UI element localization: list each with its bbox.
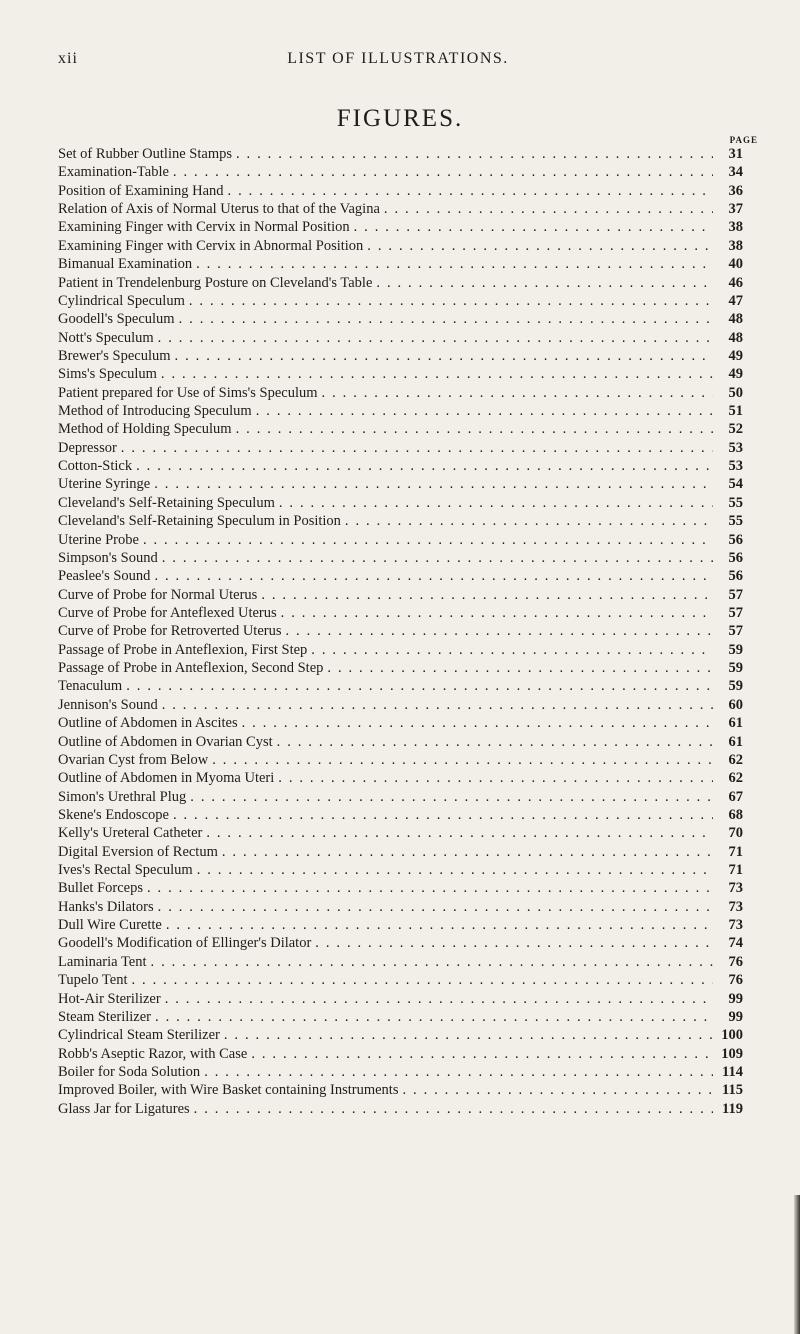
page-number: 55 bbox=[728, 494, 743, 511]
list-item bbox=[58, 475, 743, 493]
page-header bbox=[58, 50, 738, 74]
figure-title: Uterine Probe bbox=[58, 531, 139, 548]
dot-leader bbox=[236, 420, 713, 438]
figure-title: Cotton-Stick bbox=[58, 458, 133, 475]
list-item bbox=[58, 384, 743, 402]
figure-title: Set of Rubber Outline Stamps bbox=[58, 146, 232, 162]
page-column-label: PAGE bbox=[729, 135, 758, 145]
figure-title: Hot-Air Sterilizer bbox=[58, 990, 161, 1007]
page-number: 73 bbox=[728, 898, 743, 915]
list-item bbox=[58, 843, 743, 861]
list-item bbox=[58, 1008, 743, 1026]
list-item bbox=[58, 879, 743, 897]
page-number: 59 bbox=[728, 678, 743, 695]
dot-leader bbox=[154, 567, 713, 585]
list-item bbox=[58, 347, 743, 365]
list-item bbox=[58, 824, 743, 842]
page-number: 100 bbox=[721, 1027, 743, 1044]
page-number: 57 bbox=[728, 623, 743, 640]
figure-title: Skene's Endoscope bbox=[58, 806, 169, 823]
figure-title: Patient prepared for Use of Sims's Speculum bbox=[58, 384, 318, 401]
dot-leader bbox=[278, 769, 713, 787]
dot-leader bbox=[136, 457, 713, 475]
figure-title: Examination-Table bbox=[58, 164, 169, 181]
list-item bbox=[58, 549, 743, 567]
figure-title: Jennison's Sound bbox=[58, 696, 158, 713]
page-number: 68 bbox=[728, 806, 743, 823]
list-item bbox=[58, 163, 743, 181]
dot-leader bbox=[222, 843, 713, 861]
figure-title: Laminaria Tent bbox=[58, 953, 147, 970]
list-item bbox=[58, 733, 743, 751]
page-number: 49 bbox=[728, 347, 743, 364]
page-number: 115 bbox=[722, 1082, 743, 1099]
dot-leader bbox=[242, 714, 713, 732]
page-number: 56 bbox=[728, 568, 743, 585]
page-number: 62 bbox=[728, 751, 743, 768]
dot-leader bbox=[354, 218, 713, 236]
figure-title: Simon's Urethral Plug bbox=[58, 788, 187, 805]
dot-leader bbox=[277, 733, 713, 751]
figure-title: Boiler for Soda Solution bbox=[58, 1063, 201, 1080]
dot-leader bbox=[279, 494, 713, 512]
list-item bbox=[58, 788, 743, 806]
list-item bbox=[58, 1081, 743, 1099]
page-number: 61 bbox=[728, 715, 743, 732]
list-item bbox=[58, 696, 743, 714]
dot-leader bbox=[194, 1100, 713, 1118]
figure-title: Brewer's Speculum bbox=[58, 347, 171, 364]
list-item bbox=[58, 751, 743, 769]
list-item bbox=[58, 402, 743, 420]
dot-leader bbox=[179, 310, 713, 328]
page-number: 46 bbox=[728, 274, 743, 291]
page-number: 73 bbox=[728, 917, 743, 934]
page-number: 71 bbox=[728, 843, 743, 860]
list-item bbox=[58, 145, 743, 163]
page-number: 60 bbox=[728, 696, 743, 713]
list-item bbox=[58, 255, 743, 273]
section-title: FIGURES. bbox=[336, 105, 464, 132]
list-item bbox=[58, 218, 743, 236]
figure-title: Sims's Speculum bbox=[58, 366, 157, 383]
figure-title: Robb's Aseptic Razor, with Case bbox=[58, 1045, 248, 1062]
list-item bbox=[58, 714, 743, 732]
dot-leader bbox=[143, 531, 713, 549]
figure-title: Bimanual Examination bbox=[58, 256, 193, 273]
figure-title: Tenaculum bbox=[58, 678, 123, 695]
list-item bbox=[58, 1026, 743, 1044]
figure-title: Kelly's Ureteral Catheter bbox=[58, 825, 203, 842]
page-number: 56 bbox=[728, 531, 743, 548]
figure-title: Goodell's Speculum bbox=[58, 311, 175, 328]
list-item bbox=[58, 990, 743, 1008]
page-number: 49 bbox=[728, 366, 743, 383]
figure-title: Dull Wire Curette bbox=[58, 917, 162, 934]
list-item bbox=[58, 916, 743, 934]
dot-leader bbox=[281, 604, 713, 622]
list-item bbox=[58, 677, 743, 695]
page-number: 70 bbox=[728, 825, 743, 842]
figure-title: Method of Holding Speculum bbox=[58, 421, 232, 438]
figure-title: Outline of Abdomen in Ascites bbox=[58, 715, 238, 732]
page-number: 55 bbox=[728, 513, 743, 530]
dot-leader bbox=[251, 1045, 713, 1063]
page-edge-shadow bbox=[794, 1195, 800, 1334]
page-number: 99 bbox=[728, 1008, 743, 1025]
dot-leader bbox=[315, 934, 713, 952]
figure-title: Cylindrical Speculum bbox=[58, 292, 185, 309]
page-number: 50 bbox=[728, 384, 743, 401]
dot-leader bbox=[161, 365, 713, 383]
page-number: 74 bbox=[728, 935, 743, 952]
list-item bbox=[58, 861, 743, 879]
dot-leader bbox=[154, 475, 713, 493]
page-number: 47 bbox=[728, 292, 743, 309]
page-folio: xii bbox=[58, 50, 78, 67]
dot-leader bbox=[121, 439, 713, 457]
list-item bbox=[58, 1063, 743, 1081]
dot-leader bbox=[173, 806, 713, 824]
dot-leader bbox=[173, 163, 713, 181]
figure-title: Simpson's Sound bbox=[58, 549, 158, 566]
dot-leader bbox=[162, 696, 713, 714]
dot-leader bbox=[261, 586, 713, 604]
list-item bbox=[58, 420, 743, 438]
list-item bbox=[58, 200, 743, 218]
page-number: 71 bbox=[728, 862, 743, 879]
dot-leader bbox=[189, 292, 713, 310]
page-number: 37 bbox=[728, 201, 743, 218]
list-item bbox=[58, 641, 743, 659]
figure-title: Position of Examining Hand bbox=[58, 182, 224, 199]
dot-leader bbox=[175, 347, 713, 365]
dot-leader bbox=[236, 145, 713, 163]
figure-title: Cylindrical Steam Sterilizer bbox=[58, 1027, 220, 1044]
page-number: 52 bbox=[728, 421, 743, 438]
list-item bbox=[58, 1100, 743, 1118]
running-head: LIST OF ILLUSTRATIONS. bbox=[287, 50, 509, 67]
figure-title: Goodell's Modification of Ellinger's Dilator bbox=[58, 935, 312, 952]
list-item bbox=[58, 531, 743, 549]
page-number: 67 bbox=[728, 788, 743, 805]
page-number: 56 bbox=[728, 549, 743, 566]
figure-title: Examining Finger with Cervix in Normal Position bbox=[58, 219, 350, 236]
list-item bbox=[58, 274, 743, 292]
list-item bbox=[58, 1045, 743, 1063]
list-item bbox=[58, 953, 743, 971]
figure-title: Cleveland's Self-Retaining Speculum in Position bbox=[58, 513, 341, 530]
dot-leader bbox=[285, 622, 713, 640]
dot-leader bbox=[162, 549, 713, 567]
page-number: 31 bbox=[728, 146, 743, 162]
figure-title: Passage of Probe in Anteflexion, First Step bbox=[58, 641, 308, 658]
page-number: 73 bbox=[728, 880, 743, 897]
page-number: 48 bbox=[728, 329, 743, 346]
figure-title: Nott's Speculum bbox=[58, 329, 154, 346]
list-item bbox=[58, 182, 743, 200]
list-item bbox=[58, 898, 743, 916]
list-item bbox=[58, 806, 743, 824]
page-number: 62 bbox=[728, 770, 743, 787]
figure-title: Curve of Probe for Anteflexed Uterus bbox=[58, 604, 277, 621]
dot-leader bbox=[311, 641, 713, 659]
figure-title: Steam Sterilizer bbox=[58, 1008, 152, 1025]
page-number: 76 bbox=[728, 972, 743, 989]
page-number: 57 bbox=[728, 604, 743, 621]
page-number: 40 bbox=[728, 256, 743, 273]
list-item bbox=[58, 457, 743, 475]
dot-leader bbox=[228, 182, 713, 200]
figure-title: Outline of Abdomen in Myoma Uteri bbox=[58, 770, 275, 787]
page-number: 53 bbox=[728, 458, 743, 475]
figure-title: Patient in Trendelenburg Posture on Cleveland's Table bbox=[58, 274, 373, 291]
page-number: 36 bbox=[728, 182, 743, 199]
dot-leader bbox=[256, 402, 713, 420]
dot-leader bbox=[224, 1026, 713, 1044]
dot-leader bbox=[190, 788, 713, 806]
page-number: 59 bbox=[728, 660, 743, 677]
dot-leader bbox=[367, 237, 713, 255]
figures-list bbox=[58, 145, 743, 1118]
list-item bbox=[58, 512, 743, 530]
page-number: 114 bbox=[722, 1063, 743, 1080]
figure-title: Cleveland's Self-Retaining Speculum bbox=[58, 494, 275, 511]
figure-title: Peaslee's Sound bbox=[58, 568, 151, 585]
page-number: 76 bbox=[728, 953, 743, 970]
page-number: 61 bbox=[728, 733, 743, 750]
page-number: 109 bbox=[721, 1045, 743, 1062]
figure-title: Depressor bbox=[58, 439, 117, 456]
figure-title: Bullet Forceps bbox=[58, 880, 143, 897]
figure-title: Passage of Probe in Anteflexion, Second Step bbox=[58, 660, 324, 677]
list-item bbox=[58, 329, 743, 347]
figure-title: Ives's Rectal Speculum bbox=[58, 862, 193, 879]
dot-leader bbox=[158, 329, 713, 347]
page-number: 59 bbox=[728, 641, 743, 658]
figure-title: Curve of Probe for Retroverted Uterus bbox=[58, 623, 282, 640]
dot-leader bbox=[126, 677, 713, 695]
list-item bbox=[58, 971, 743, 989]
dot-leader bbox=[402, 1081, 713, 1099]
list-item bbox=[58, 310, 743, 328]
page-number: 99 bbox=[728, 990, 743, 1007]
page-number: 38 bbox=[728, 219, 743, 236]
dot-leader bbox=[165, 990, 713, 1008]
list-item bbox=[58, 494, 743, 512]
dot-leader bbox=[155, 1008, 713, 1026]
dot-leader bbox=[322, 384, 713, 402]
page-number: 38 bbox=[728, 237, 743, 254]
page-number: 57 bbox=[728, 586, 743, 603]
dot-leader bbox=[204, 1063, 713, 1081]
dot-leader bbox=[147, 879, 713, 897]
figure-title: Improved Boiler, with Wire Basket containing Instruments bbox=[58, 1082, 399, 1099]
list-item bbox=[58, 622, 743, 640]
page-number: 51 bbox=[728, 403, 743, 420]
page-number: 54 bbox=[728, 476, 743, 493]
figure-title: Examining Finger with Cervix in Abnormal Position bbox=[58, 237, 364, 254]
page-number: 119 bbox=[722, 1100, 743, 1117]
figure-title: Hanks's Dilators bbox=[58, 898, 154, 915]
page-number: 34 bbox=[728, 164, 743, 181]
list-item bbox=[58, 604, 743, 622]
list-item bbox=[58, 769, 743, 787]
figure-title: Uterine Syringe bbox=[58, 476, 151, 493]
list-item bbox=[58, 567, 743, 585]
list-item bbox=[58, 659, 743, 677]
dot-leader bbox=[212, 751, 713, 769]
dot-leader bbox=[345, 512, 713, 530]
dot-leader bbox=[131, 971, 713, 989]
dot-leader bbox=[151, 953, 713, 971]
dot-leader bbox=[376, 274, 713, 292]
figure-title: Glass Jar for Ligatures bbox=[58, 1100, 190, 1117]
list-item bbox=[58, 586, 743, 604]
dot-leader bbox=[158, 898, 713, 916]
dot-leader bbox=[166, 916, 713, 934]
list-item bbox=[58, 439, 743, 457]
list-item bbox=[58, 365, 743, 383]
figure-title: Method of Introducing Speculum bbox=[58, 403, 252, 420]
figure-title: Tupelo Tent bbox=[58, 972, 128, 989]
dot-leader bbox=[196, 255, 713, 273]
page-number: 53 bbox=[728, 439, 743, 456]
list-item bbox=[58, 237, 743, 255]
dot-leader bbox=[206, 824, 713, 842]
dot-leader bbox=[327, 659, 713, 677]
list-item bbox=[58, 292, 743, 310]
figure-title: Relation of Axis of Normal Uterus to that of the Vagina bbox=[58, 201, 380, 218]
figure-title: Digital Eversion of Rectum bbox=[58, 843, 218, 860]
list-item bbox=[58, 934, 743, 952]
figure-title: Ovarian Cyst from Below bbox=[58, 751, 209, 768]
dot-leader bbox=[384, 200, 713, 218]
dot-leader bbox=[197, 861, 713, 879]
page-number: 48 bbox=[728, 311, 743, 328]
figure-title: Outline of Abdomen in Ovarian Cyst bbox=[58, 733, 273, 750]
figure-title: Curve of Probe for Normal Uterus bbox=[58, 586, 258, 603]
